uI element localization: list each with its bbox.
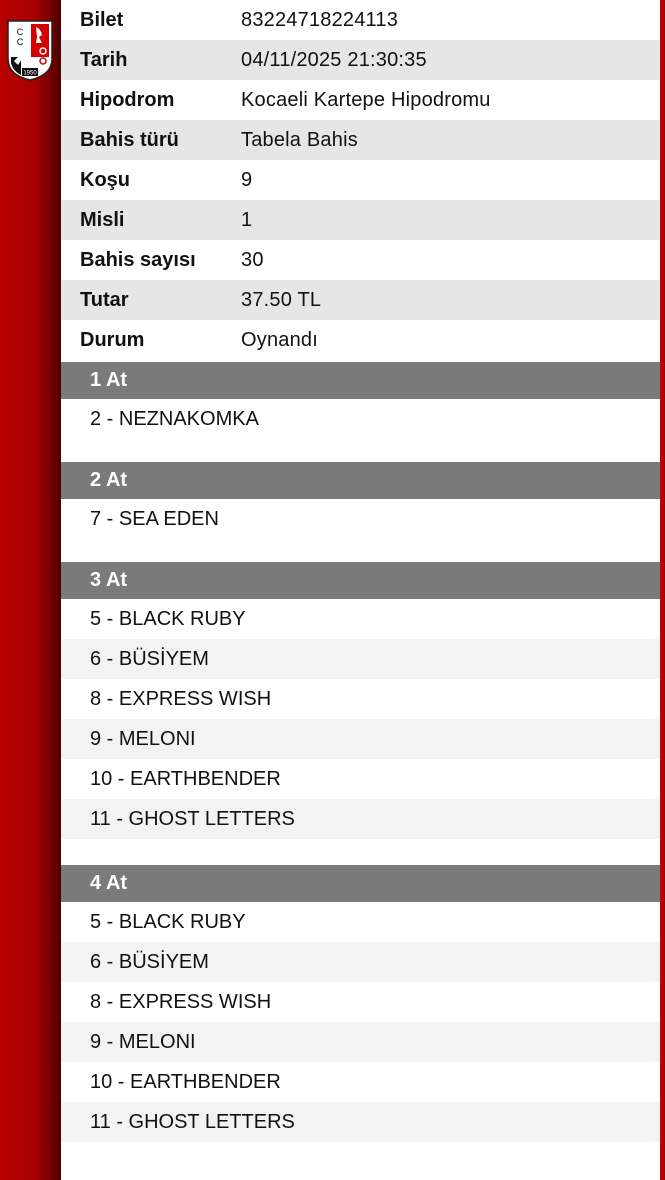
- horse-row: 10 - EARTHBENDER: [90, 767, 281, 790]
- info-row: [61, 160, 660, 200]
- horse-row: 2 - NEZNAKOMKA: [90, 407, 259, 430]
- right-red-edge: [660, 0, 665, 1180]
- info-value: 1: [241, 208, 253, 231]
- horse-row: 10 - EARTHBENDER: [90, 1070, 281, 1093]
- horse-row: 5 - BLACK RUBY: [90, 607, 246, 630]
- horse-row: 9 - MELONI: [61, 1022, 660, 1062]
- club-logo-icon: [5, 19, 55, 81]
- ticket-info-table: [61, 0, 660, 360]
- info-label: Tutar: [80, 288, 129, 311]
- horse-row: 6 - BÜSİYEM: [61, 942, 660, 982]
- info-label: Bahis sayısı: [80, 248, 196, 271]
- group-spacer: [61, 439, 660, 462]
- info-label: Bahis türü: [80, 128, 179, 151]
- info-value: 9: [241, 168, 253, 191]
- info-label: Durum: [80, 328, 145, 351]
- left-red-sidebar: [0, 0, 61, 1180]
- info-value: 04/11/2025 21:30:35: [241, 48, 427, 71]
- horse-row: 5 - BLACK RUBY: [90, 910, 246, 933]
- info-label: Misli: [80, 208, 125, 231]
- info-value: Oynandı: [241, 328, 319, 351]
- info-row: [61, 320, 660, 360]
- info-row: [61, 200, 660, 240]
- selection-group-header: 4 At: [61, 865, 660, 902]
- info-label: Tarih: [80, 48, 128, 71]
- horse-row: 9 - MELONI: [61, 719, 660, 759]
- info-label: Bilet: [80, 8, 124, 31]
- selections-list: [61, 362, 660, 1168]
- svg-text:C: C: [16, 27, 24, 37]
- svg-text:1950: 1950: [23, 70, 37, 77]
- info-label: Hipodrom: [80, 88, 175, 111]
- info-row: [61, 80, 660, 120]
- horse-row: 8 - EXPRESS WISH: [90, 687, 272, 710]
- svg-text:C: C: [16, 37, 24, 47]
- group-spacer: [61, 1142, 660, 1168]
- info-value: Kocaeli Kartepe Hipodromu: [241, 88, 491, 111]
- info-row: [61, 40, 660, 80]
- info-row: [61, 120, 660, 160]
- horse-row: 11 - GHOST LETTERS: [61, 1102, 660, 1142]
- selection-group-header: 2 At: [61, 462, 660, 499]
- group-spacer: [61, 539, 660, 562]
- selection-group-header: 1 At: [61, 362, 660, 399]
- ticket-content: [61, 0, 660, 1168]
- group-spacer: [61, 839, 660, 865]
- horse-row: 6 - BÜSİYEM: [61, 639, 660, 679]
- club-logo: [5, 19, 55, 81]
- horse-row: 7 - SEA EDEN: [90, 507, 219, 530]
- info-value: 37.50 TL: [241, 288, 322, 311]
- info-row: [61, 0, 660, 40]
- info-label: Koşu: [80, 168, 130, 191]
- info-row: [61, 280, 660, 320]
- horse-row: 8 - EXPRESS WISH: [90, 990, 272, 1013]
- selection-group-header: 3 At: [61, 562, 660, 599]
- info-row: [61, 240, 660, 280]
- info-value: 83224718224113: [241, 8, 399, 31]
- info-value: Tabela Bahis: [241, 128, 358, 151]
- horse-row: 11 - GHOST LETTERS: [61, 799, 660, 839]
- info-value: 30: [241, 248, 264, 271]
